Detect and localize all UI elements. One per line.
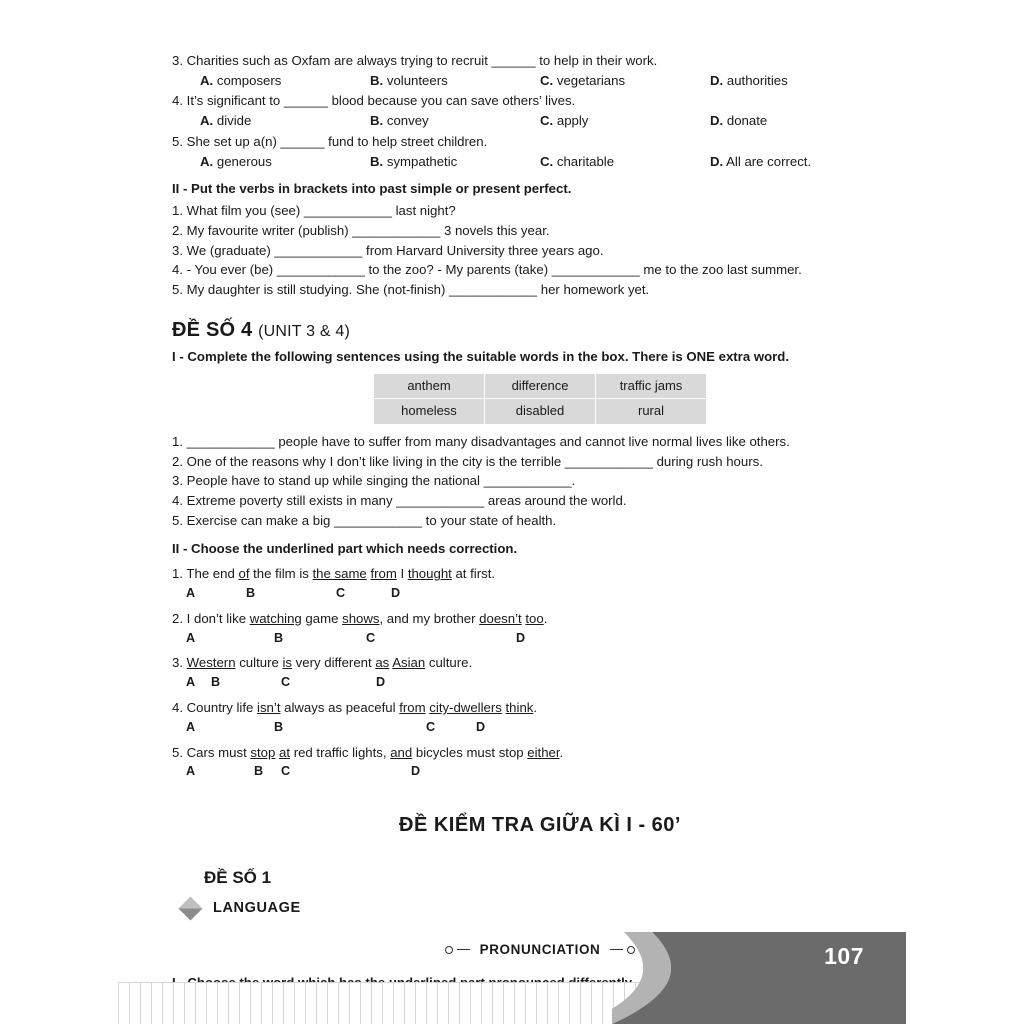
mark-d: D [476, 719, 486, 734]
underlined-c[interactable]: and [390, 744, 413, 760]
dash-icon [457, 949, 470, 950]
underlined-a[interactable]: watching [249, 610, 302, 626]
underlined-b[interactable]: the same [312, 566, 367, 582]
correction-text: I [396, 566, 408, 582]
option-c[interactable]: C. apply [540, 113, 589, 129]
correction-text: very different [292, 655, 376, 671]
option-d[interactable]: D. authorities [710, 72, 788, 88]
option-c[interactable]: C. charitable [540, 153, 615, 169]
underlined-d[interactable]: thought [407, 566, 452, 582]
correction-text: , and my brother [379, 610, 480, 626]
correction-text: always as peaceful [280, 700, 400, 716]
option-a[interactable]: A. composers [200, 72, 282, 88]
exam-main-title: ĐỀ KIỂM TRA GIỮA KÌ I - 60’ [399, 814, 681, 837]
mark-a: A [186, 764, 196, 779]
underlined-b[interactable]: is [282, 655, 292, 671]
de-so-4-item: 1. ____________ people have to suffer from many disadvantages and cannot live normal lives like others. [172, 433, 790, 449]
part-2-item: 4. - You ever (be) ____________ to the zoo? - My parents (take) ____________ me to the zoo last summer. [172, 262, 802, 278]
correction-item [172, 610, 908, 629]
correction-text: red traffic lights, [290, 744, 391, 760]
option-d[interactable]: D. All are correct. [710, 153, 812, 169]
part-2-item: 2. My favourite writer (publish) ____________ 3 novels this year. [172, 222, 550, 238]
de-so-4-item: 5. Exercise can make a big ____________ to your state of health. [172, 512, 557, 528]
de-so-4-item: 4. Extreme poverty still exists in many ____________ areas around the world. [172, 493, 627, 509]
underlined-b[interactable]: from [399, 700, 426, 716]
mark-b: B [274, 630, 284, 645]
correction-item [172, 744, 908, 763]
de-so-1-heading: ĐỀ SỐ 1 [204, 867, 272, 887]
mark-c: C [336, 585, 346, 600]
question-3-options [172, 72, 908, 91]
mark-a: A [186, 585, 196, 600]
underlined-c[interactable]: city-dwellers [429, 700, 502, 716]
de-so-4-item: 3. People have to stand up while singing the national ____________. [172, 473, 576, 489]
word-box-cell[interactable]: homeless [374, 399, 485, 424]
underlined-b[interactable]: at [279, 744, 291, 760]
mark-d: D [411, 764, 421, 779]
correction-text: game [301, 610, 343, 626]
correction-text: 3. [172, 655, 187, 671]
footer-page-band [682, 932, 906, 1024]
de-so-4-part-1-heading: I - Complete the following sentences using the suitable words in the box. There is ONE extra word. [172, 349, 789, 365]
underlined-d[interactable]: either [527, 744, 560, 760]
de-so-4-unit: (UNIT 3 & 4) [258, 322, 350, 340]
word-box-row [374, 399, 707, 424]
underlined-c[interactable]: as [375, 655, 390, 671]
de-so-4-item: 2. One of the reasons why I don’t like living in the city is the terrible ____________ during rush hours. [172, 453, 763, 469]
option-d[interactable]: D. donate [710, 113, 768, 129]
de-so-4-part-2-heading: II - Choose the underlined part which needs correction. [172, 540, 518, 556]
word-box-row [374, 373, 707, 398]
mark-a: A [186, 719, 196, 734]
word-box-cell[interactable]: disabled [485, 399, 596, 424]
correction-text: culture [235, 655, 283, 671]
underlined-a[interactable]: of [238, 566, 250, 582]
word-box-cell[interactable]: rural [596, 399, 707, 424]
correction-text: bicycles must stop [412, 744, 528, 760]
correction-text: . [533, 700, 538, 716]
part-2-item: 3. We (graduate) ____________ from Harvard University three years ago. [172, 242, 604, 258]
part-2-heading: II - Put the verbs in brackets into past simple or present perfect. [172, 181, 572, 197]
page-number: 107 [824, 943, 864, 969]
underlined-a[interactable]: Western [186, 655, 236, 671]
underlined-c[interactable]: from [370, 566, 397, 582]
correction-item [172, 654, 908, 673]
word-box-cell[interactable]: traffic jams [596, 373, 707, 398]
option-b[interactable]: B. volunteers [370, 72, 448, 88]
option-b[interactable]: B. sympathetic [370, 153, 458, 169]
mark-c: C [426, 719, 436, 734]
mark-b: B [246, 585, 256, 600]
pronunciation-label: PRONUNCIATION [479, 942, 601, 958]
correction-text: . [559, 744, 564, 760]
option-a[interactable]: A. divide [200, 113, 252, 129]
underlined-a[interactable]: isn’t [257, 700, 281, 716]
correction-marks [172, 674, 908, 692]
correction-marks [172, 585, 908, 603]
mark-a: A [186, 675, 196, 690]
language-label: LANGUAGE [213, 899, 301, 916]
question-4-text: 4. It’s significant to ______ blood because you can save others’ lives. [172, 93, 576, 109]
correction-text: culture. [425, 655, 473, 671]
underlined-a[interactable]: stop [250, 744, 276, 760]
mark-c: C [281, 764, 291, 779]
word-box-cell[interactable]: difference [485, 373, 596, 398]
underlined-c[interactable]: doesn’t [479, 610, 522, 626]
option-a[interactable]: A. generous [200, 153, 272, 169]
mark-d: D [391, 585, 401, 600]
word-box-cell[interactable]: anthem [374, 373, 485, 398]
circle-icon [445, 946, 453, 954]
correction-marks [172, 719, 908, 737]
question-4-options [172, 112, 908, 131]
mark-b: B [254, 764, 264, 779]
correction-item [172, 565, 908, 584]
question-5-options [172, 153, 908, 172]
question-3-text: 3. Charities such as Oxfam are always trying to recruit ______ to help in their work. [172, 53, 658, 68]
correction-text: at first. [451, 566, 496, 582]
mark-c: C [281, 675, 291, 690]
correction-text: 4. Country life [172, 700, 258, 716]
language-section-header [178, 898, 908, 919]
mark-c: C [366, 630, 376, 645]
mark-d: D [376, 675, 386, 690]
de-so-4-heading [172, 316, 908, 344]
option-c[interactable]: C. vegetarians [540, 72, 626, 88]
mark-d: D [516, 630, 526, 645]
underlined-b[interactable]: shows [342, 610, 380, 626]
option-b[interactable]: B. convey [370, 113, 429, 129]
correction-text: 1. The end [172, 566, 239, 582]
part-2-item: 1. What film you (see) ____________ last night? [172, 203, 456, 219]
correction-text: the film is [249, 566, 313, 582]
underlined-d[interactable]: Asian [392, 655, 426, 671]
correction-text: 5. Cars must [172, 744, 251, 760]
correction-marks [172, 763, 908, 781]
underlined-d[interactable]: think [505, 700, 534, 716]
correction-marks [172, 630, 908, 648]
part-2-item: 5. My daughter is still studying. She (not-finish) ____________ her homework yet. [172, 282, 650, 298]
mark-b: B [274, 719, 284, 734]
de-so-4-title: ĐỀ SỐ 4 [172, 318, 253, 341]
correction-text: 2. I don’t like [172, 610, 250, 626]
mark-a: A [186, 630, 196, 645]
diamond-icon [178, 896, 202, 920]
question-5-text: 5. She set up a(n) ______ fund to help street children. [172, 133, 488, 149]
page-content [172, 52, 908, 1024]
underlined-d[interactable]: too [525, 610, 544, 626]
word-box [373, 373, 707, 425]
correction-item [172, 699, 908, 718]
mark-b: B [211, 675, 221, 690]
correction-text: . [543, 610, 548, 626]
